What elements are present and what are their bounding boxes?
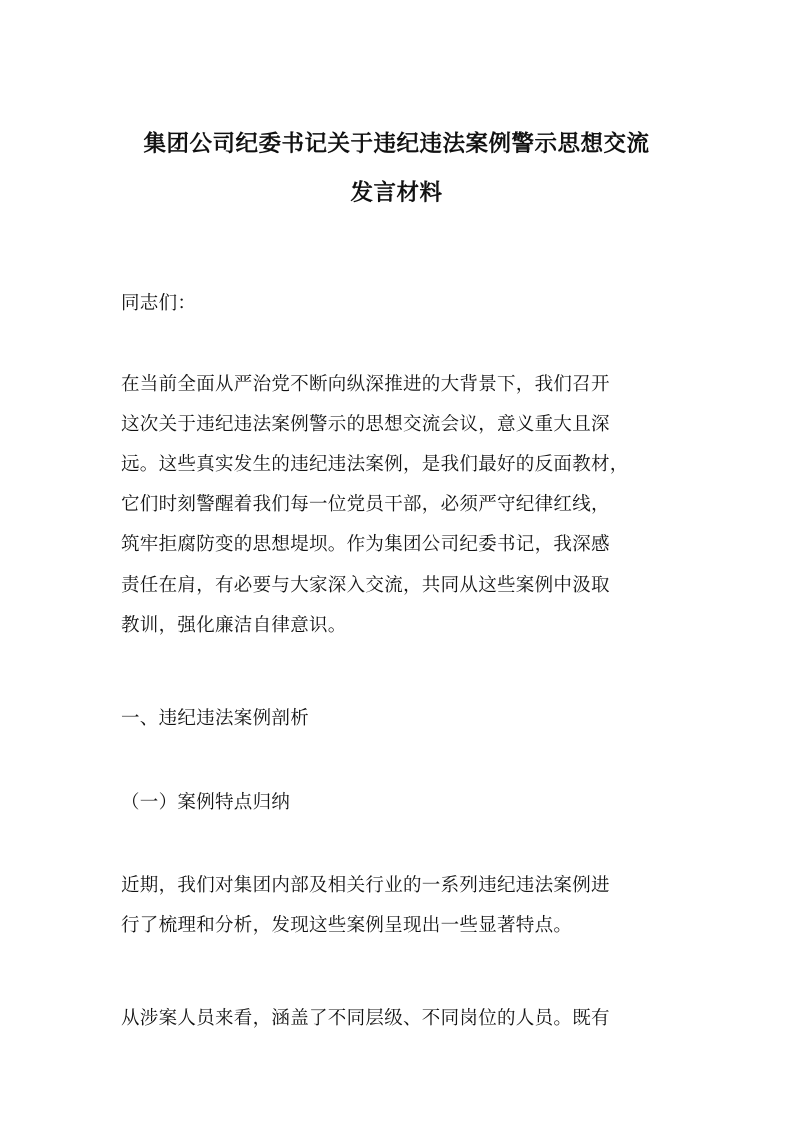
paragraph-1-line-2: 这次关于违纪违法案例警示的思想交流会议，意义重大且深	[121, 414, 610, 435]
document-title-line-2: 发言材料	[350, 180, 443, 206]
paragraph-2-line-1: 近期，我们对集团内部及相关行业的一系列违纪违法案例进	[121, 875, 610, 896]
paragraph-1-line-4: 它们时刻警醒着我们每一位党员干部，必须严守纪律红线，	[121, 494, 610, 515]
document-title-line-1: 集团公司纪委书记关于违纪违法案例警示思想交流	[143, 131, 650, 157]
paragraph-2-line-2: 行了梳理和分析，发现这些案例呈现出一些显著特点。	[121, 915, 573, 936]
greeting: 同志们：	[121, 293, 197, 314]
section-heading-1: 一、违纪违法案例剖析	[121, 708, 310, 729]
paragraph-1-line-1: 在当前全面从严治党不断向纵深推进的大背景下，我们召开	[121, 374, 610, 395]
paragraph-1-line-7: 教训，强化廉洁自律意识。	[121, 615, 347, 636]
paragraph-1-line-3: 远。这些真实发生的违纪违法案例，是我们最好的反面教材，	[121, 454, 629, 475]
paragraph-1-line-5: 筑牢拒腐防变的思想堤坝。作为集团公司纪委书记，我深感	[121, 534, 610, 555]
subsection-heading-1: （一）案例特点归纳	[121, 792, 291, 813]
paragraph-1-line-6: 责任在肩，有必要与大家深入交流，共同从这些案例中汲取	[121, 575, 610, 596]
paragraph-3-line-1: 从涉案人员来看，涵盖了不同层级、不同岗位的人员。既有	[121, 1008, 610, 1029]
